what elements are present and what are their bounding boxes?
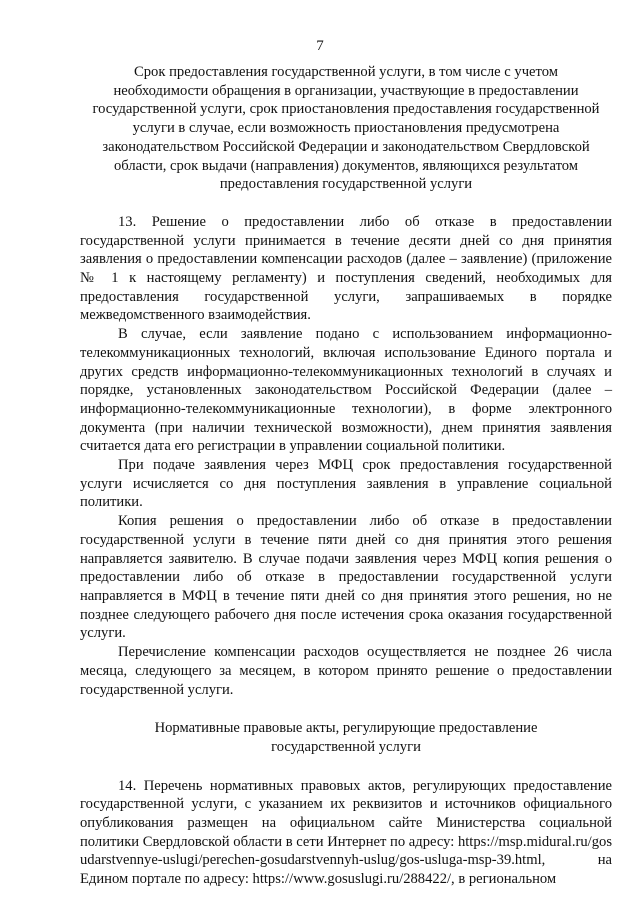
paragraph-mfc-submission: При подаче заявления через МФЦ срок предоставления государственной услуги исчисляется со дня поступления заявления в управление социальной политики. — [80, 457, 612, 511]
paragraph-14-text-middle: , на Едином портале по адресу: — [80, 852, 612, 888]
section-heading-delivery-period: Срок предоставления государственной услуги, в том числе с учетом необходимости обращения в организации, участвующие в предоставлении государственной услуги, срок приостановления предоставления государственной услуги в случае, если возможность приостановления предусмотрена законодательством Российской Федерации и законодательством Свердловской области, срок выдачи (направления) документов, являющихся результатом предоставления государственной услуги — [92, 64, 600, 193]
document-body — [80, 63, 612, 889]
paragraph-13: 13. Решение о предоставлении либо об отказе в предоставлении государственной услуги принимается в течение десяти дней со дня принятия заявления о предоставлении компенсации расходов (далее – заявление) (приложение № 1 к настоящему регламенту) и поступления сведений, необходимых для предоставления государственной услуги, запрашиваемых в порядке межведомственного взаимодействия. — [80, 213, 612, 324]
page-number: 7 — [316, 38, 324, 54]
gosuslugi-portal-link[interactable]: https://www.gosuslugi.ru/288422/ — [252, 871, 452, 888]
paragraph-14 — [80, 777, 612, 889]
paragraph-14-text-start: 14. Перечень нормативных правовых актов, регулирующих предоставление государственной услуги, с указанием их реквизитов и источников официального опубликования размещен на официальном сайте Министерства социальной политики Свердловской области в сети Интернет по адресу: — [80, 777, 612, 850]
paragraph-electronic-submission: В случае, если заявление подано с использованием информационно-телекоммуникационных технологий, включая использование Единого портала и других средств информационно-телекоммуникационных технологий в случаях и порядке, установленных законодательством Российской Федерации (далее – информационно-телекоммуникационные технологии), в форме электронного документа (при наличии технической возможности), днем принятия заявления считается дата его регистрации в управлении социальной политики. — [80, 326, 612, 455]
paragraph-compensation-transfer: Перечисление компенсации расходов осуществляется не позднее 26 числа месяца, следующего за месяцем, в котором принято решение о предоставлении государственной услуги. — [80, 644, 612, 698]
paragraph-14-text-end: , в региональном — [451, 871, 557, 888]
section-heading-legal-acts: Нормативные правовые акты, регулирующие предоставление государственной услуги — [154, 720, 538, 755]
msp-website-link[interactable]: https://msp.midural.ru/gosudarstvennye-uslugi/perechen-gosudarstvennyh-uslug/gos-usluga-msp-39.html — [80, 833, 612, 869]
paragraph-decision-copy: Копия решения о предоставлении либо об отказе в предоставлении государственной услуги в течение пяти дней со дня принятия этого решения направляется заявителю. В случае подачи заявления через МФЦ копия решения о предоставлении либо об отказе в предоставлении государственной услуги направляется в МФЦ в течение пяти дней со дня принятия этого решения, но не позднее следующего рабочего дня после истечения срока оказания государственной услуги. — [80, 513, 612, 642]
